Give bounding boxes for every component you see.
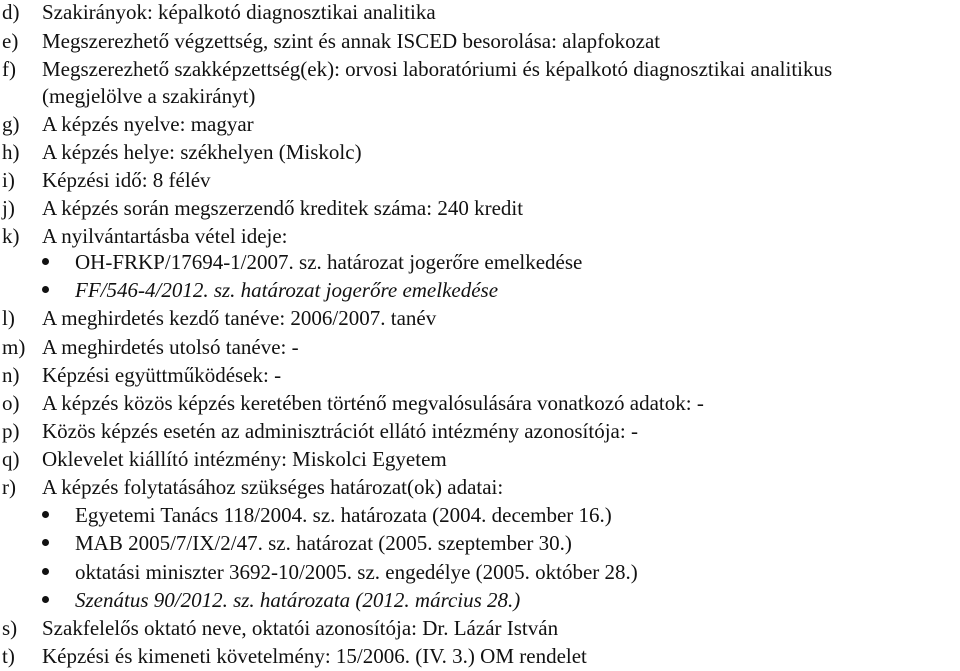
bullet-icon	[42, 539, 49, 546]
bullet-text: Egyetemi Tanács 118/2004. sz. határozata (2004. december 16.)	[75, 503, 612, 527]
item-letter: n)	[2, 363, 20, 387]
bullet-icon	[42, 568, 49, 575]
item-text: Szakfelelős oktató neve, oktatói azonosítója: Dr. Lázár István	[42, 616, 559, 640]
item-text: A képzés közös képzés keretében történő megvalósulására vonatkozó adatok: -	[42, 391, 704, 415]
item-text: A nyilvántartásba vétel ideje:	[42, 224, 288, 248]
item-letter: s)	[2, 616, 18, 640]
item-letter: g)	[2, 112, 20, 136]
item-letter: i)	[2, 168, 15, 192]
item-text: Képzési idő: 8 félév	[42, 168, 211, 192]
item-text: Képzési együttműködések: -	[42, 363, 282, 387]
item-text: Közös képzés esetén az adminisztrációt ellátó intézmény azonosítója: -	[42, 419, 638, 443]
item-letter: o)	[2, 391, 20, 415]
item-letter: f)	[2, 57, 16, 81]
item-letter: p)	[2, 419, 20, 443]
bullet-text: MAB 2005/7/IX/2/47. sz. határozat (2005. szeptember 30.)	[75, 531, 572, 555]
bullet-icon	[42, 511, 49, 518]
item-text: Képzési és kimeneti követelmény: 15/2006. (IV. 3.) OM rendelet	[42, 644, 587, 668]
item-letter: m)	[2, 335, 26, 359]
item-letter: h)	[2, 140, 20, 164]
bullet-icon	[42, 286, 49, 293]
item-text: Megszerezhető végzettség, szint és annak ISCED besorolása: alapfokozat	[42, 29, 661, 53]
item-text: A képzés során megszerzendő kreditek száma: 240 kredit	[42, 196, 524, 220]
bullet-icon	[42, 258, 49, 265]
item-letter: q)	[2, 447, 20, 471]
item-text: A meghirdetés utolsó tanéve: -	[42, 335, 299, 359]
item-text: A képzés helye: székhelyen (Miskolc)	[42, 140, 362, 164]
bullet-text: oktatási miniszter 3692-10/2005. sz. engedélye (2005. október 28.)	[75, 560, 638, 584]
item-letter: j)	[2, 196, 15, 220]
item-f-continuation: (megjelölve a szakirányt)	[42, 84, 256, 108]
item-text: A meghirdetés kezdő tanéve: 2006/2007. tanév	[42, 306, 437, 330]
item-letter: r)	[2, 475, 16, 499]
bullet-text: Szenátus 90/2012. sz. határozata (2012. március 28.)	[75, 588, 521, 612]
item-text: Oklevelet kiállító intézmény: Miskolci Egyetem	[42, 447, 447, 471]
bullet-text: FF/546-4/2012. sz. határozat jogerőre emelkedése	[75, 278, 499, 302]
item-text: A képzés nyelve: magyar	[42, 112, 254, 136]
bullet-icon	[42, 596, 49, 603]
item-letter: e)	[2, 29, 19, 53]
item-text: Szakirányok: képalkotó diagnosztikai analitika	[42, 0, 436, 24]
item-letter: d)	[2, 0, 20, 24]
item-text: A képzés folytatásához szükséges határozat(ok) adatai:	[42, 475, 504, 499]
item-letter: l)	[2, 306, 15, 330]
item-text: Megszerezhető szakképzettség(ek): orvosi laboratóriumi és képalkotó diagnosztikai analitikus	[42, 57, 833, 81]
bullet-text: OH-FRKP/17694-1/2007. sz. határozat jogerőre emelkedése	[75, 250, 583, 274]
item-letter: k)	[2, 224, 20, 248]
item-letter: t)	[2, 644, 15, 668]
